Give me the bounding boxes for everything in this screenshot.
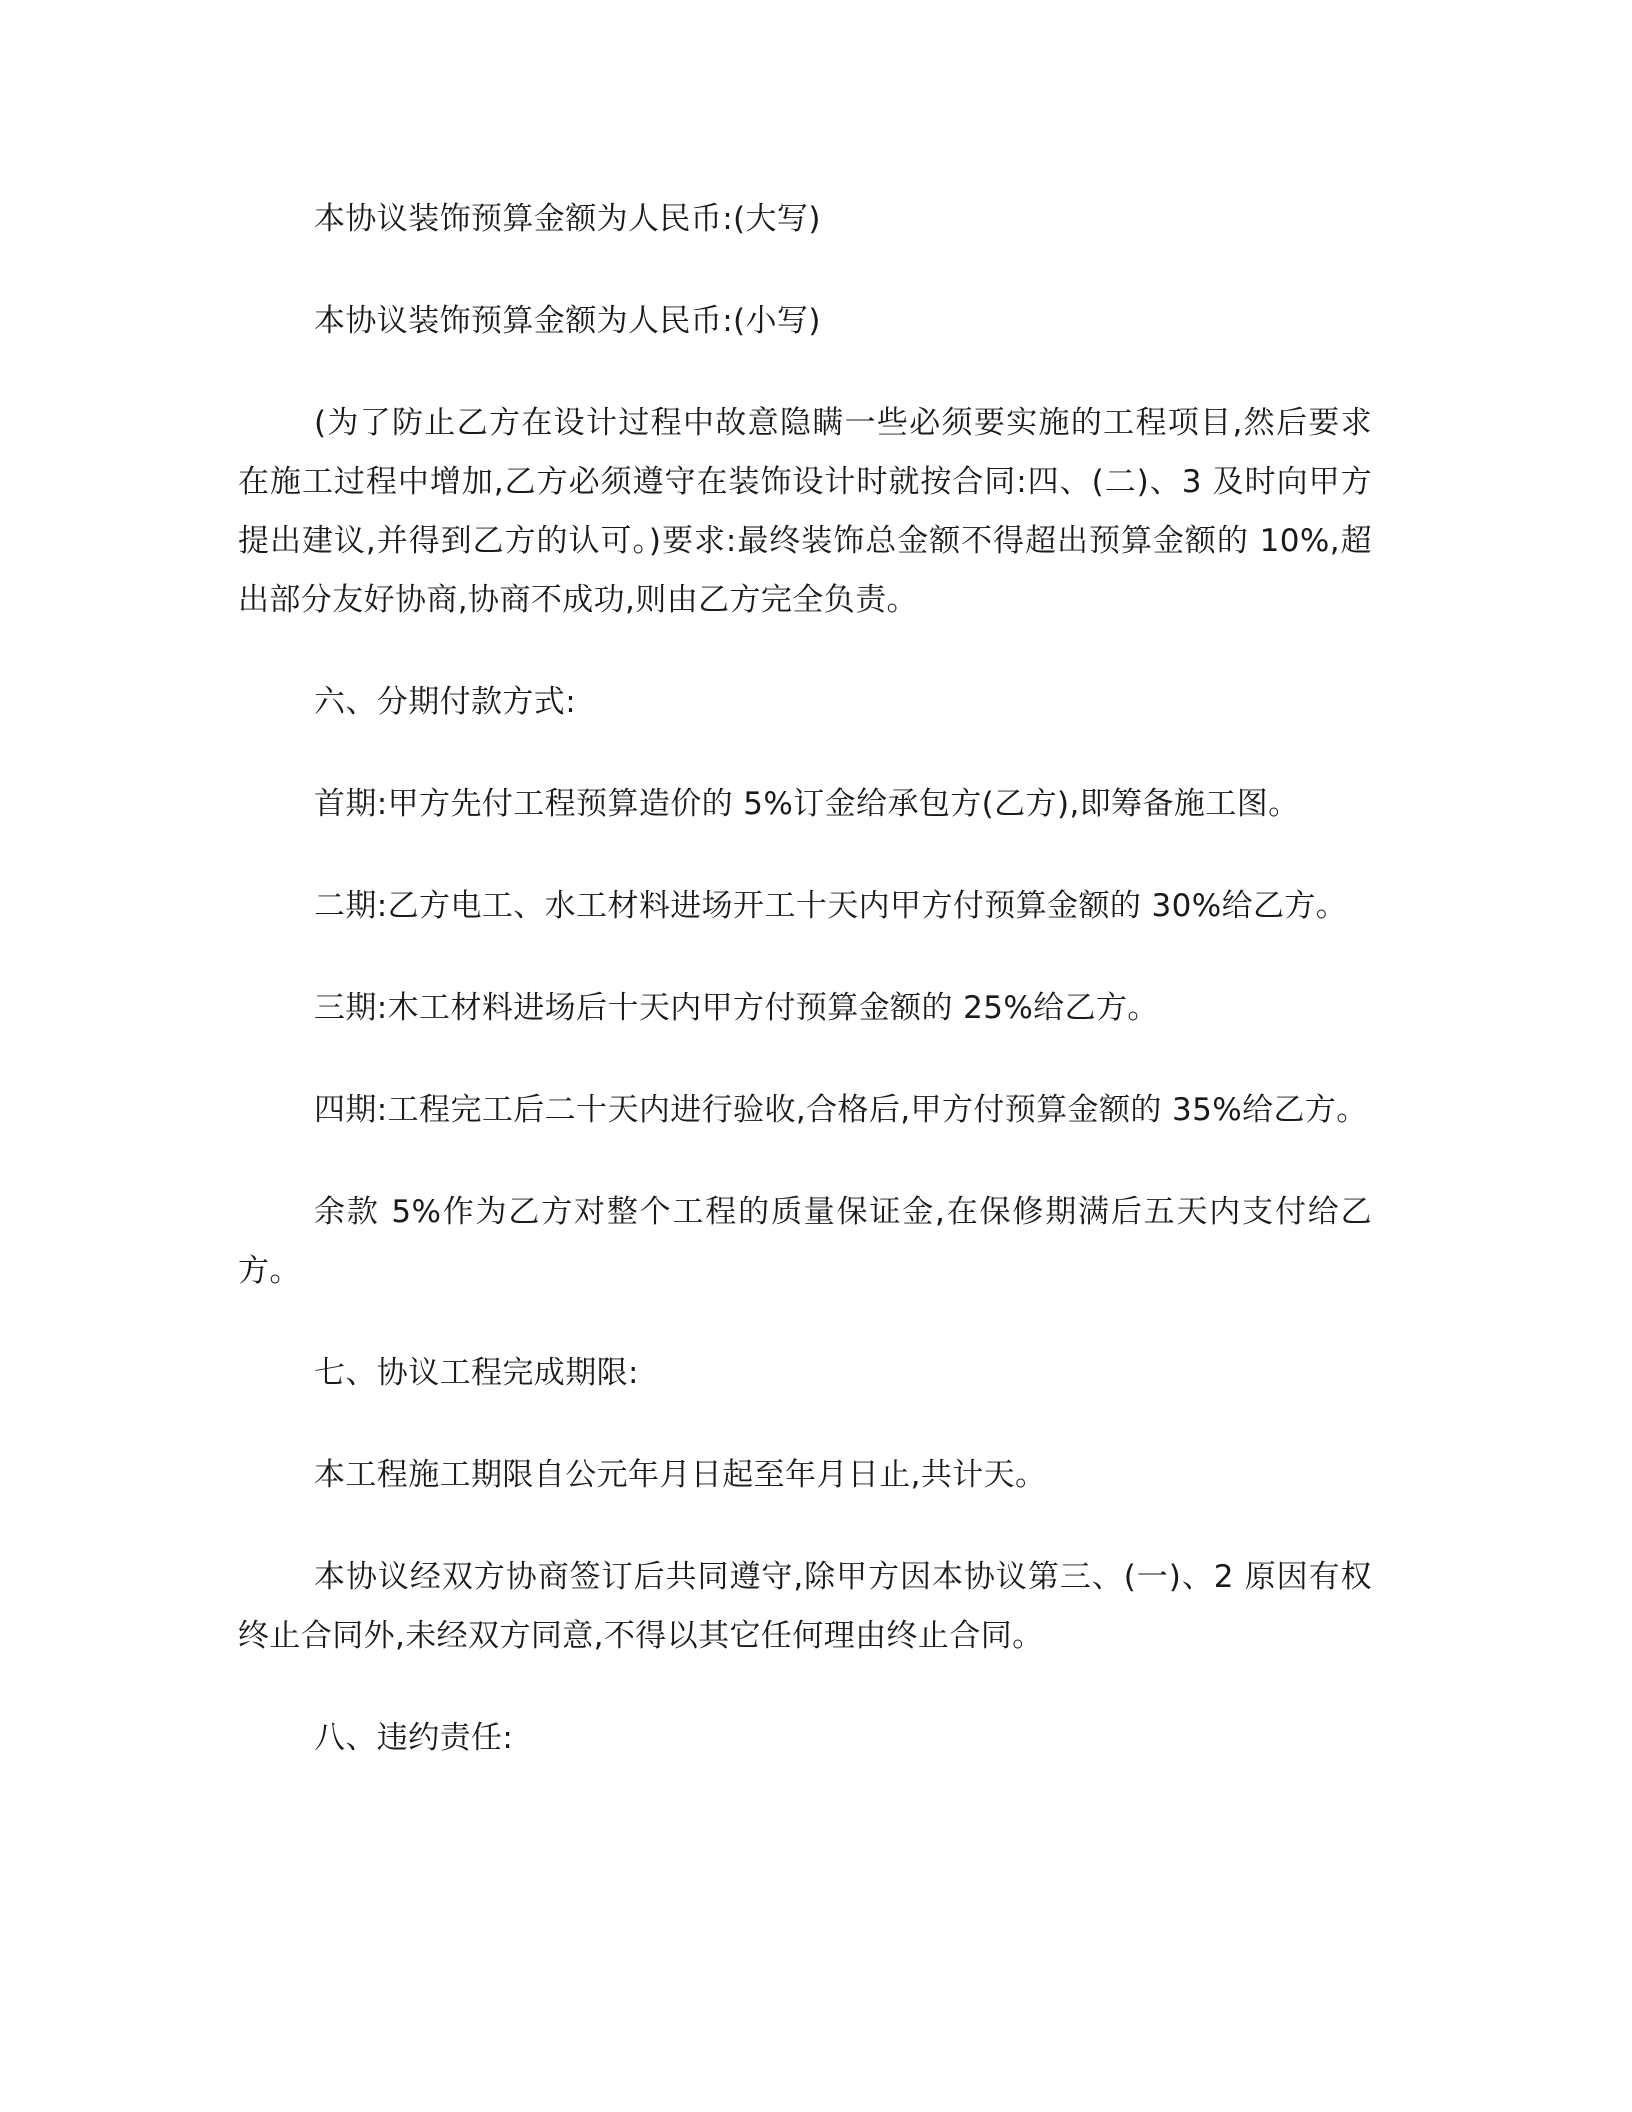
- payment-phase-2: 二期:乙方电工、水工材料进场开工十天内甲方付预算金额的 30%给乙方。: [314, 888, 1348, 924]
- budget-amount-lowercase: 本协议装饰预算金额为人民币:(小写): [314, 303, 821, 339]
- section-heading-completion-period: 七、协议工程完成期限:: [314, 1355, 639, 1391]
- payment-phase-1: 首期:甲方先付工程预算造价的 5%订金给承包方(乙方),即筹备施工图。: [314, 786, 1300, 822]
- document-body: [238, 190, 1372, 1811]
- payment-phase-3: 三期:木工材料进场后十天内甲方付预算金额的 25%给乙方。: [314, 990, 1159, 1026]
- budget-amount-uppercase: 本协议装饰预算金额为人民币:(大写): [314, 201, 821, 237]
- payment-balance-paragraph: 余款 5%作为乙方对整个工程的质量保证金,在保修期满后五天内支付给乙方。: [238, 1194, 1372, 1289]
- payment-phase-4: 四期:工程完工后二十天内进行验收,合格后,甲方付预算金额的 35%给乙方。: [314, 1092, 1368, 1128]
- section-heading-installment-payment: 六、分期付款方式:: [314, 684, 577, 720]
- budget-requirement-paragraph: (为了防止乙方在设计过程中故意隐瞒一些必须要实施的工程项目,然后要求在施工过程中增加,乙方必须遵守在装饰设计时就按合同:四、(二)、3 及时向甲方提出建议,并得到乙方的认可。)要求:最终装饰总金额不得超出预算金额的 10%,超出部分友好协商,协商不成功,则由乙方完全负责。: [238, 405, 1372, 618]
- section-heading-breach-liability: 八、违约责任:: [314, 1720, 514, 1756]
- construction-period-paragraph: 本工程施工期限自公元年月日起至年月日止,共计天。: [314, 1457, 1047, 1493]
- termination-clause-paragraph: 本协议经双方协商签订后共同遵守,除甲方因本协议第三、(一)、2 原因有权终止合同外,未经双方同意,不得以其它任何理由终止合同。: [238, 1559, 1372, 1654]
